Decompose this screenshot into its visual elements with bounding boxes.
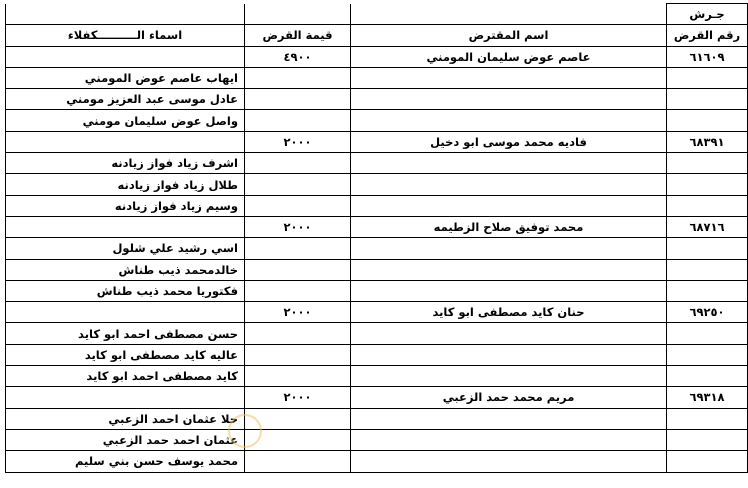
guarantor-name: وسيم زياد فواز زيادنه (6, 195, 245, 216)
empty-cell (245, 451, 351, 472)
guarantor-row (6, 323, 748, 344)
loan-amount: ٢٠٠٠ (245, 216, 351, 237)
empty-cell (351, 238, 667, 259)
loan-row (6, 216, 748, 237)
header-row (6, 25, 748, 46)
guarantor-row (6, 451, 748, 472)
empty-cell (667, 280, 748, 301)
loan-number: ٦٨٣٩١ (667, 131, 748, 152)
city-label: جـرش (667, 4, 748, 25)
guarantor-row (6, 366, 748, 387)
empty-cell (351, 110, 667, 131)
empty-cell (245, 366, 351, 387)
loan-row (6, 46, 748, 67)
empty-cell (245, 259, 351, 280)
empty-cell (351, 408, 667, 429)
empty-cell (245, 280, 351, 301)
empty-cell (667, 153, 748, 174)
loan-number: ٦١٦٠٩ (667, 46, 748, 67)
borrower-name: عاصم عوض سليمان المومني (351, 46, 667, 67)
loan-number: ٦٨٧١٦ (667, 216, 748, 237)
empty-cell (667, 174, 748, 195)
loan-amount: ٢٠٠٠ (245, 131, 351, 152)
empty-cell (351, 67, 667, 88)
loan-number: ٦٩٣١٨ (667, 387, 748, 408)
empty-cell (351, 153, 667, 174)
guarantors-header: اسماء الــــــــــكفلاء (6, 25, 245, 46)
loan-amount: ٤٩٠٠ (245, 46, 351, 67)
empty-cell (245, 238, 351, 259)
guarantor-name: عاليه كايد مصطفى ابو كايد (6, 344, 245, 365)
empty-cell (351, 195, 667, 216)
empty-cell (351, 259, 667, 280)
loans-table (5, 3, 748, 473)
guarantor-row (6, 153, 748, 174)
guarantor-name: عثمان احمد حمد الزعبي (6, 429, 245, 450)
empty-cell (351, 344, 667, 365)
empty-cell (6, 387, 245, 408)
watermark-stamp (228, 414, 262, 448)
loan-no-header: رقم القرض (667, 25, 748, 46)
empty-cell (245, 110, 351, 131)
borrower-name: حنان كايد مصطفى ابو كايد (351, 302, 667, 323)
guarantor-row (6, 110, 748, 131)
empty-cell (6, 216, 245, 237)
borrower-name: فاديه محمد موسى ابو دخيل (351, 131, 667, 152)
empty-cell (6, 131, 245, 152)
guarantor-name: ايهاب عاصم عوض المومني (6, 67, 245, 88)
empty-cell (351, 451, 667, 472)
empty-cell (351, 4, 667, 25)
guarantor-row (6, 174, 748, 195)
empty-cell (667, 429, 748, 450)
empty-cell (667, 408, 748, 429)
empty-cell (245, 153, 351, 174)
guarantor-name: طلال زياد فواز زيادنه (6, 174, 245, 195)
loan-row (6, 131, 748, 152)
loan-amount: ٢٠٠٠ (245, 302, 351, 323)
empty-cell (6, 46, 245, 67)
empty-cell (667, 238, 748, 259)
empty-cell (667, 451, 748, 472)
guarantor-row (6, 429, 748, 450)
guarantor-row (6, 67, 748, 88)
empty-cell (351, 429, 667, 450)
empty-cell (351, 280, 667, 301)
amount-header: قيمة القرض (245, 25, 351, 46)
empty-cell (245, 89, 351, 110)
guarantor-row (6, 238, 748, 259)
guarantor-row (6, 259, 748, 280)
guarantor-name: خالدمحمد ذيب طناش (6, 259, 245, 280)
empty-cell (351, 366, 667, 387)
guarantor-row (6, 408, 748, 429)
empty-cell (667, 89, 748, 110)
empty-cell (245, 323, 351, 344)
empty-cell (245, 344, 351, 365)
guarantor-name: حسن مصطفى احمد ابو كايد (6, 323, 245, 344)
loan-amount: ٢٠٠٠ (245, 387, 351, 408)
empty-cell (245, 4, 351, 25)
empty-cell (667, 259, 748, 280)
guarantor-name: واصل عوض سليمان مومني (6, 110, 245, 131)
guarantor-row (6, 280, 748, 301)
empty-cell (245, 174, 351, 195)
guarantor-name: اشرف زياد فواز زيادنه (6, 153, 245, 174)
loan-row (6, 387, 748, 408)
guarantor-name: حلا عثمان احمد الزعبي (6, 408, 245, 429)
loan-number: ٦٩٢٥٠ (667, 302, 748, 323)
guarantor-name: فكتوريا محمد ذيب طناش (6, 280, 245, 301)
city-row (6, 4, 748, 25)
empty-cell (351, 89, 667, 110)
loan-row (6, 302, 748, 323)
guarantor-row (6, 195, 748, 216)
empty-cell (351, 323, 667, 344)
guarantor-name: محمد يوسف حسن بني سليم (6, 451, 245, 472)
empty-cell (667, 323, 748, 344)
empty-cell (667, 110, 748, 131)
guarantor-name: كايد مصطفى احمد ابو كايد (6, 366, 245, 387)
borrower-header: اسم المقترض (351, 25, 667, 46)
empty-cell (245, 195, 351, 216)
guarantor-row (6, 344, 748, 365)
empty-cell (6, 4, 245, 25)
guarantor-name: عادل موسى عبد العزيز مومني (6, 89, 245, 110)
empty-cell (667, 366, 748, 387)
empty-cell (6, 302, 245, 323)
empty-cell (351, 174, 667, 195)
empty-cell (667, 67, 748, 88)
empty-cell (667, 195, 748, 216)
guarantor-row (6, 89, 748, 110)
borrower-name: مريم محمد حمد الزعبي (351, 387, 667, 408)
guarantor-name: اسي رشيد علي شلول (6, 238, 245, 259)
empty-cell (667, 344, 748, 365)
empty-cell (245, 67, 351, 88)
borrower-name: محمد توفيق صلاح الزطيمه (351, 216, 667, 237)
